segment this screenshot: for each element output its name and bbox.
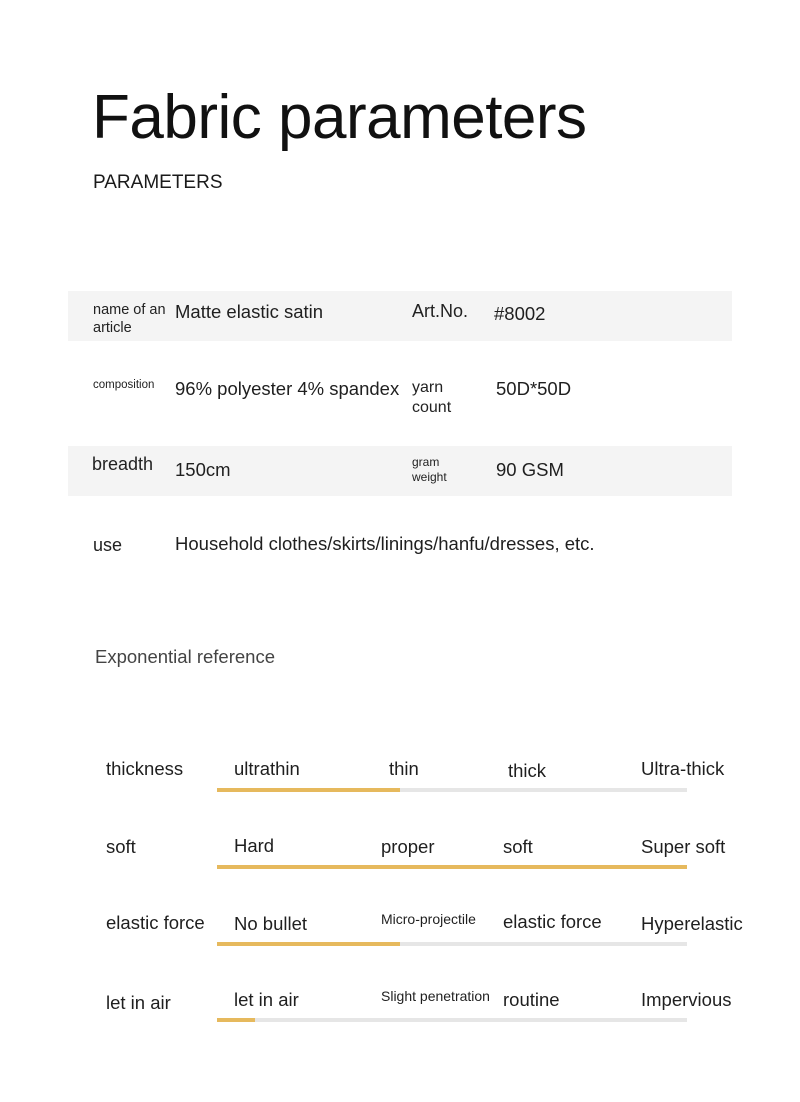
use-value: Household clothes/skirts/linings/hanfu/dresses, etc. (175, 533, 595, 554)
scale-option: Micro-projectile (381, 911, 476, 927)
scale-track (217, 865, 687, 869)
scale-option: thin (389, 758, 419, 779)
artno-label: Art.No. (412, 301, 469, 321)
scale-option: Hard (234, 835, 275, 856)
composition-value: 96% polyester 4% spandex (175, 378, 400, 399)
scale-fill (217, 865, 687, 869)
scale-fill (217, 942, 400, 946)
table-row-band (68, 446, 732, 496)
scale-option: proper (381, 836, 435, 857)
artno-value: #8002 (494, 303, 546, 324)
weight-label: gram weight (412, 455, 447, 484)
yarn-label: yarn count (412, 379, 452, 416)
scale-label-elastic: elastic force (106, 912, 205, 933)
composition-label: composition (93, 379, 155, 391)
scale-label-air: let in air (106, 992, 171, 1013)
yarn-value: 50D*50D (496, 378, 572, 399)
scale-option: let in air (234, 989, 299, 1010)
scale-option: Impervious (641, 989, 732, 1010)
article-value: Matte elastic satin (175, 301, 324, 322)
use-label: use (93, 535, 123, 555)
scale-track (217, 788, 687, 792)
weight-value: 90 GSM (496, 459, 564, 480)
scale-track (217, 1018, 687, 1022)
scale-option: elastic force (503, 911, 602, 932)
scale-option: routine (503, 989, 560, 1010)
article-label: name of an article (93, 302, 166, 336)
scale-option: Slight penetration (381, 988, 490, 1004)
scale-track (217, 942, 687, 946)
page-title: Fabric parameters (92, 83, 587, 152)
scale-option: ultrathin (234, 758, 300, 779)
scale-option: Hyperelastic (641, 913, 743, 934)
page-subtitle: PARAMETERS (93, 172, 223, 193)
breadth-value: 150cm (175, 459, 231, 480)
scale-option: Super soft (641, 836, 726, 857)
scale-fill (217, 1018, 255, 1022)
reference-heading: Exponential reference (95, 646, 275, 667)
scale-option: Ultra-thick (641, 758, 725, 779)
scale-option: No bullet (234, 913, 308, 934)
scale-option: soft (503, 836, 533, 857)
scale-label-soft: soft (106, 836, 136, 857)
scale-fill (217, 788, 400, 792)
breadth-label: breadth (92, 454, 154, 474)
scale-label-thickness: thickness (106, 758, 184, 779)
scale-option: thick (508, 760, 547, 781)
